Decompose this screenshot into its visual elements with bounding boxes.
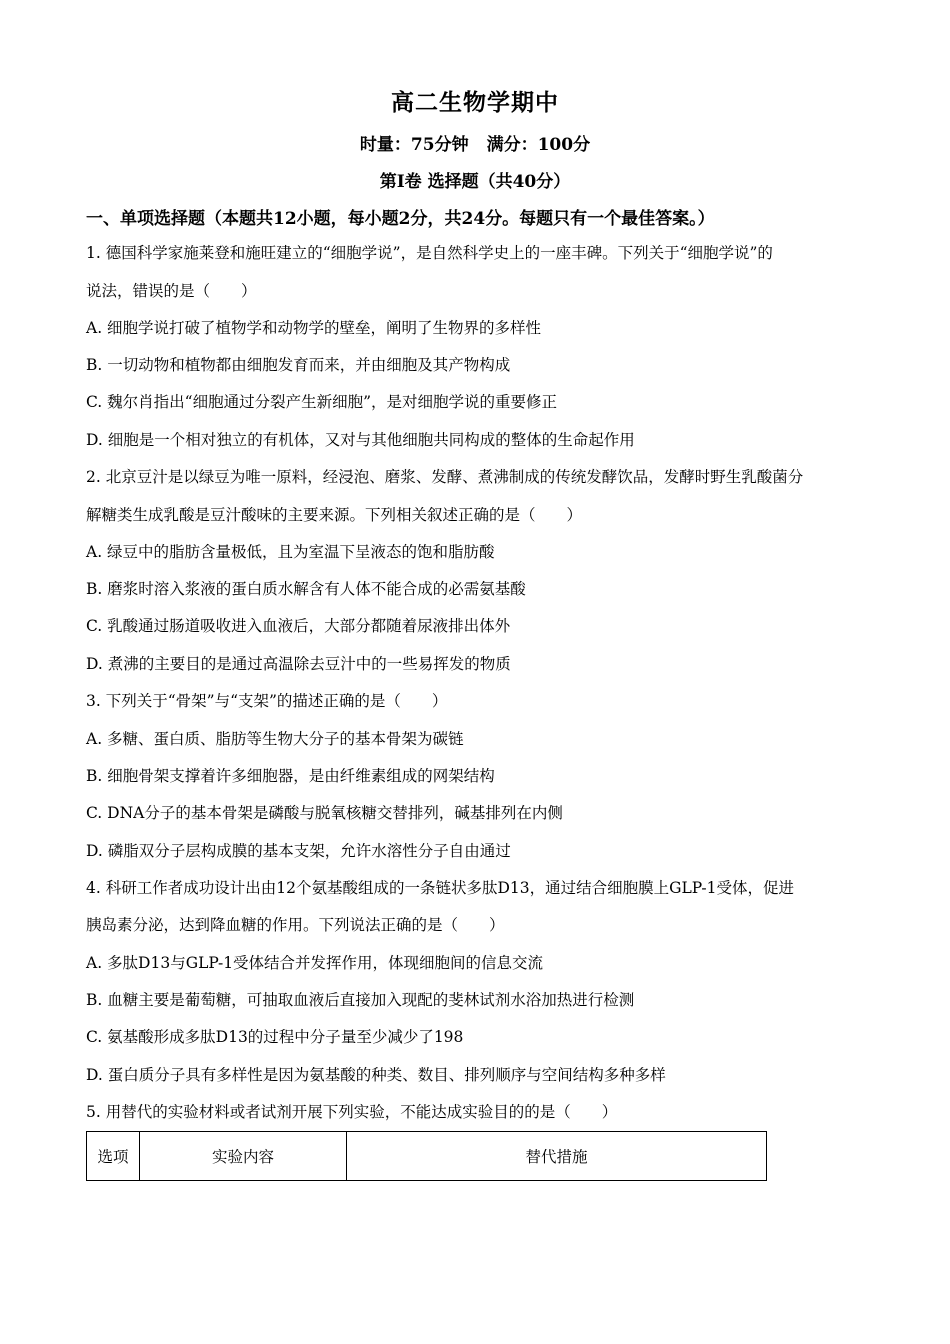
experiment-table [86, 1131, 767, 1181]
option-line: A. 多肽D13与GLP-1受体结合并发挥作用，体现细胞间的信息交流 [86, 954, 544, 972]
option-line: A. 多糖、蛋白质、脂肪等生物大分子的基本骨架为碳链 [86, 730, 464, 748]
option-line: C. DNA分子的基本骨架是磷酸与脱氧核糖交替排列，碱基排列在内侧 [86, 804, 563, 822]
option-line: B. 血糖主要是葡萄糖，可抽取血液后直接加入现配的斐林试剂水浴加热进行检测 [86, 991, 635, 1009]
score-label: 满分：100分 [486, 135, 591, 155]
question-stem-line: 2. 北京豆汁是以绿豆为唯一原料，经浸泡、磨浆、发酵、煮沸制成的传统发酵饮品，发酵时野生乳酸菌分 [86, 468, 804, 486]
table-header-cell: 选项 [87, 1132, 140, 1181]
table-header-row [87, 1132, 767, 1181]
section-title: 一、单项选择题（本题共12小题，每小题2分，共24分。每题只有一个最佳答案。） [86, 209, 715, 229]
option-line: B. 一切动物和植物都由细胞发育而来，并由细胞及其产物构成 [86, 356, 511, 374]
table-header-cell: 实验内容 [140, 1132, 347, 1181]
option-line: A. 细胞学说打破了植物学和动物学的壁垒，阐明了生物界的多样性 [86, 319, 542, 337]
option-line: D. 磷脂双分子层构成膜的基本支架，允许水溶性分子自由通过 [86, 842, 511, 860]
table-header-cell: 替代措施 [347, 1132, 767, 1181]
exam-info [0, 130, 950, 155]
option-line: D. 煮沸的主要目的是通过高温除去豆汁中的一些易挥发的物质 [86, 655, 511, 673]
option-line: A. 绿豆中的脂肪含量极低，且为室温下呈液态的饱和脂肪酸 [86, 543, 495, 561]
question-stem-line: 说法，错误的是（ ） [86, 282, 257, 300]
question-stem-line: 1. 德国科学家施莱登和施旺建立的“细胞学说”，是自然科学史上的一座丰碑。下列关于“细胞学说”的 [86, 244, 773, 262]
option-line: D. 细胞是一个相对独立的有机体，又对与其他细胞共同构成的整体的生命起作用 [86, 431, 635, 449]
option-line: B. 细胞骨架支撑着许多细胞器，是由纤维素组成的网架结构 [86, 767, 495, 785]
exam-title: 高二生物学期中 [391, 89, 559, 116]
option-line: D. 蛋白质分子具有多样性是因为氨基酸的种类、数目、排列顺序与空间结构多种多样 [86, 1066, 666, 1084]
option-line: C. 魏尔肖指出“细胞通过分裂产生新细胞”，是对细胞学说的重要修正 [86, 393, 558, 411]
option-line: C. 氨基酸形成多肽D13的过程中分子量至少减少了198 [86, 1028, 464, 1046]
time-label: 时量：75分钟 [359, 135, 469, 155]
question-stem-line: 4. 科研工作者成功设计出由12个氨基酸组成的一条链状多肽D13，通过结合细胞膜上GLP-1受体，促进 [86, 879, 794, 897]
question-stem-line: 3. 下列关于“骨架”与“支架”的描述正确的是（ ） [86, 692, 448, 710]
option-line: C. 乳酸通过肠道吸收进入血液后，大部分都随着尿液排出体外 [86, 617, 511, 635]
part-title: 第Ⅰ卷 选择题（共40分） [379, 172, 571, 192]
question-stem-line: 解糖类生成乳酸是豆汁酸味的主要来源。下列相关叙述正确的是（ ） [86, 506, 583, 524]
question-stem-line: 胰岛素分泌，达到降血糖的作用。下列说法正确的是（ ） [86, 916, 505, 934]
option-line: B. 磨浆时溶入浆液的蛋白质水解含有人体不能合成的必需氨基酸 [86, 580, 526, 598]
question-stem-line: 5. 用替代的实验材料或者试剂开展下列实验，不能达成实验目的的是（ ） [86, 1103, 618, 1121]
